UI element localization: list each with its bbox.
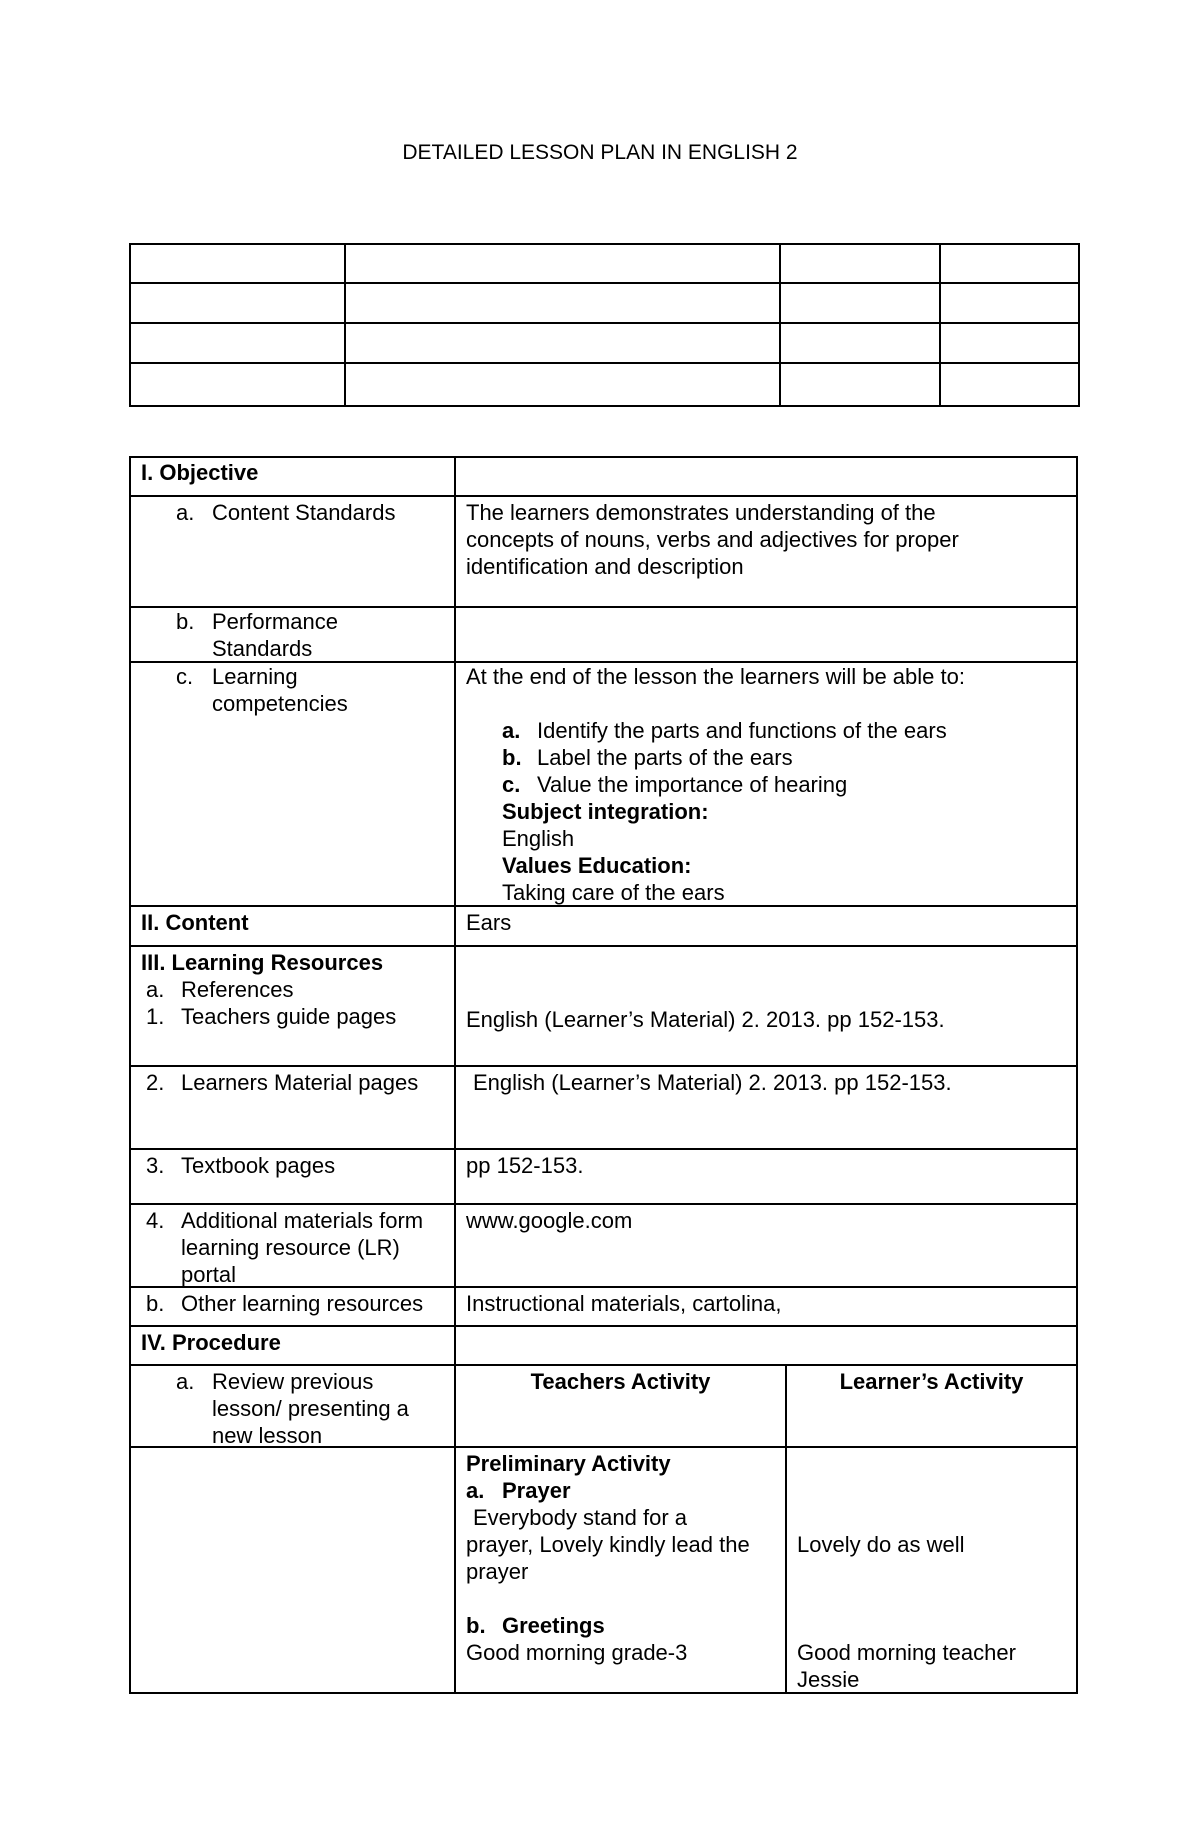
other-resources-marker: b. [146, 1291, 165, 1316]
learners-material-label: Learners Material pages [181, 1070, 419, 1095]
learning-competencies-intro: At the end of the lesson the learners will be able to: [466, 664, 965, 689]
learning-competencies-label-1: Learning [212, 664, 298, 689]
content-standards-text-1: The learners demonstrates understanding of the [466, 500, 936, 525]
greetings-learner-2: Jessie [797, 1667, 860, 1692]
learners-material-value: English (Learner’s Material) 2. 2013. pp 152-153. [473, 1070, 952, 1095]
subject-integration-label: Subject integration: [502, 799, 709, 824]
textbook-value: pp 152-153. [466, 1153, 584, 1178]
prayer-teacher-2: prayer, Lovely kindly lead the [466, 1532, 750, 1557]
header-info-grid [129, 243, 1080, 407]
values-education-value: Taking care of the ears [502, 880, 725, 905]
content-heading: II. Content [141, 910, 249, 935]
review-label-1: Review previous [212, 1369, 374, 1394]
competency-b-marker: b. [502, 745, 522, 770]
competency-a-marker: a. [502, 718, 521, 743]
review-marker: a. [176, 1369, 195, 1394]
learners-activity-header: Learner’s Activity [839, 1369, 1024, 1394]
page-title: DETAILED LESSON PLAN IN ENGLISH 2 [402, 141, 798, 164]
prayer-label: Prayer [502, 1478, 571, 1503]
references-marker: a. [146, 977, 165, 1002]
competency-c-text: Value the importance of hearing [537, 772, 848, 797]
content-standards-text-2: concepts of nouns, verbs and adjectives for proper [466, 527, 959, 552]
preliminary-activity-heading: Preliminary Activity [466, 1451, 671, 1476]
performance-standards-label-2: Standards [212, 636, 313, 661]
greetings-learner-1: Good morning teacher [797, 1640, 1016, 1665]
greetings-label: Greetings [502, 1613, 605, 1638]
competency-b-text: Label the parts of the ears [537, 745, 793, 770]
competency-c-marker: c. [502, 772, 521, 797]
other-resources-value: Instructional materials, cartolina, [466, 1291, 782, 1316]
prayer-learner: Lovely do as well [797, 1532, 965, 1557]
additional-materials-label-1: Additional materials form [181, 1208, 424, 1233]
textbook-label: Textbook pages [181, 1153, 336, 1178]
values-education-label: Values Education: [502, 853, 692, 878]
review-label-3: new lesson [212, 1423, 323, 1448]
learners-material-marker: 2. [146, 1070, 165, 1095]
additional-materials-label-3: portal [181, 1262, 237, 1287]
other-resources-label: Other learning resources [181, 1291, 424, 1316]
prayer-marker: a. [466, 1478, 485, 1503]
subject-integration-value: English [502, 826, 575, 851]
review-label-2: lesson/ presenting a [212, 1396, 409, 1421]
textbook-marker: 3. [146, 1153, 165, 1178]
procedure-heading: IV. Procedure [141, 1330, 281, 1355]
teachers-activity-header: Teachers Activity [530, 1369, 711, 1394]
objective-heading: I. Objective [141, 460, 259, 485]
content-standards-label: Content Standards [212, 500, 396, 525]
references-label: References [181, 977, 294, 1002]
additional-materials-label-2: learning resource (LR) [181, 1235, 400, 1260]
prayer-teacher-1: Everybody stand for a [473, 1505, 688, 1530]
content-standards-marker: a. [176, 500, 195, 525]
learning-competencies-label-2: competencies [212, 691, 348, 716]
performance-standards-label-1: Performance [212, 609, 338, 634]
greetings-marker: b. [466, 1613, 486, 1638]
teachers-guide-value: English (Learner’s Material) 2. 2013. pp 152-153. [466, 1007, 945, 1032]
teachers-guide-label: Teachers guide pages [181, 1004, 397, 1029]
additional-materials-marker: 4. [146, 1208, 165, 1233]
content-value: Ears [466, 910, 512, 935]
content-standards-text-3: identification and description [466, 554, 744, 579]
prayer-teacher-3: prayer [466, 1559, 529, 1584]
performance-standards-marker: b. [176, 609, 195, 634]
additional-materials-value: www.google.com [466, 1208, 633, 1233]
teachers-guide-marker: 1. [146, 1004, 165, 1029]
learning-competencies-marker: c. [176, 664, 194, 689]
learning-resources-heading: III. Learning Resources [141, 950, 384, 975]
competency-a-text: Identify the parts and functions of the ears [537, 718, 947, 743]
greetings-teacher: Good morning grade-3 [466, 1640, 688, 1665]
